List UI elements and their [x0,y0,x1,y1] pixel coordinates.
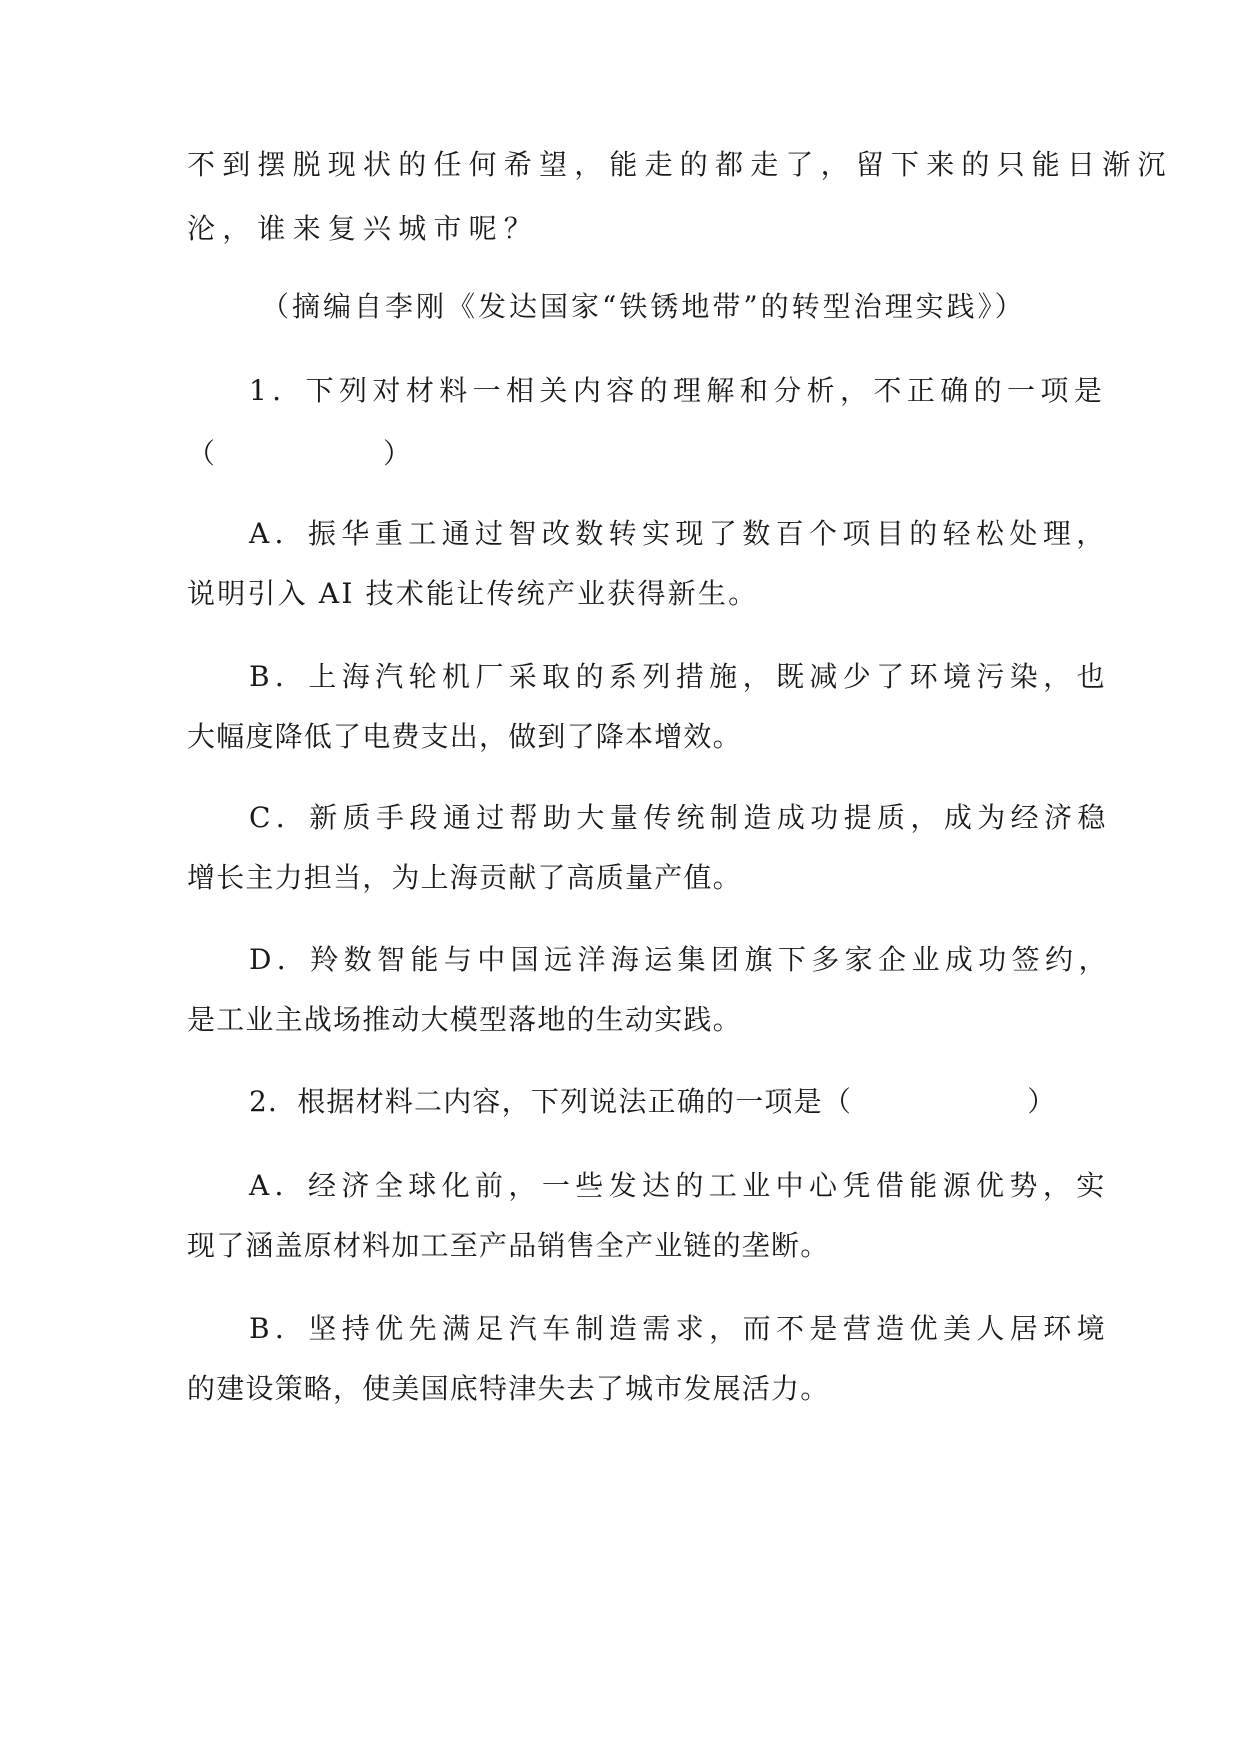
option-a-line: A．经济全球化前，一些发达的工业中心凭借能源优势，实 [249,1169,1110,1202]
option-c-line: 增长主力担当，为上海贡献了高质量产值。 [187,861,742,894]
option-b-line: 的建设策略，使美国底特津失去了城市发展活力。 [187,1372,830,1405]
option-b-line: B．上海汽轮机厂采取的系列措施，既减少了环境污染，也 [249,660,1110,693]
option-b-line: B．坚持优先满足汽车制造需求，而不是营造优美人居环境 [249,1312,1110,1345]
option-c-line: C．新质手段通过帮助大量传统制造成功提质，成为经济稳 [249,801,1111,834]
option-a-line: A．振华重工通过智改数转实现了数百个项目的轻松处理， [249,517,1110,550]
passage-line: 沦，谁来复兴城市呢？ [187,212,540,245]
option-a-line: 说明引入 AI 技术能让传统产业获得新生。 [187,577,759,610]
question-2-stem: 2．根据材料二内容，下列说法正确的一项是（ ） [249,1085,1057,1118]
question-1-stem: 1．下列对材料一相关内容的理解和分析，不正确的一项是 [249,374,1108,407]
option-d-line: D．羚数智能与中国远洋海运集团旗下多家企业成功签约， [249,943,1112,976]
passage-line: 不到摆脱现状的任何希望，能走的都走了，留下来的只能日渐沉 [187,148,1173,181]
answer-blank: （ ） [187,437,412,470]
option-d-line: 是工业主战场推动大模型落地的生动实践。 [187,1003,742,1036]
option-a-line: 现了涵盖原材料加工至产品销售全产业链的垄断。 [187,1229,830,1262]
source-citation: （摘编自李刚《发达国家“铁锈地带”的转型治理实践》） [261,290,1026,323]
option-b-line: 大幅度降低了电费支出，做到了降本增效。 [187,720,742,753]
